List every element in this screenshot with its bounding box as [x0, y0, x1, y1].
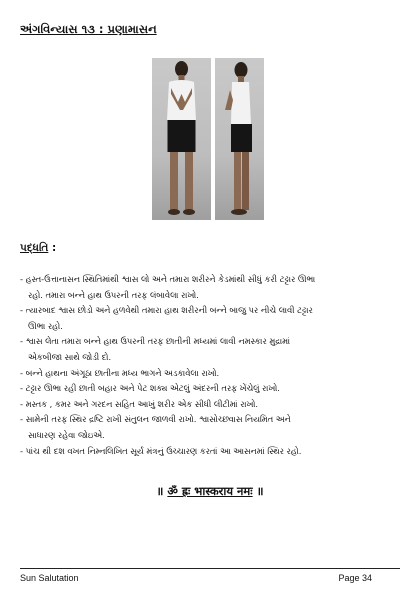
step-line: સાધારણ રહેવા જોઇએ.	[28, 429, 105, 440]
step-line: - પાંચ થી દશ વખત નિમ્નલિખિત સૂર્ય મંત્રનું ઉચ્ચારણ કરતાં આ આસનમાં સ્થિર રહો.	[20, 445, 302, 456]
method-colon: :	[48, 242, 57, 254]
footer-book-title: Sun Salutation	[20, 573, 79, 583]
method-label: પદ્ધતિ	[20, 242, 49, 254]
page-title: અંગવિન્યાસ ૧૩ : પ્રણામાસન	[20, 22, 157, 36]
step-line: - મસ્તક , કમર અને ગરદન સહિત આખું શરીર એક સીધી લીટીમાં રાખો.	[20, 398, 259, 409]
step-line: - બન્ને હાથના અંગૂઠા છાતીના મધ્ય ભાગને અડકાવેલા રાખો.	[20, 367, 220, 378]
step-item	[20, 272, 405, 303]
step-item	[20, 381, 405, 397]
step-item	[20, 444, 405, 460]
pose-photos	[152, 58, 264, 220]
step-item	[20, 303, 405, 334]
step-item	[20, 412, 405, 443]
step-line: - ટટ્ટાર ઊભા રહી છાતી બહાર અને પેટ શક્ય એટલું અંદરની તરફ ખેંચેલું રાખો.	[20, 383, 280, 394]
step-line: - સામેની તરફ સ્થિર દ્રષ્ટિ રાખી સંતુલન જાળવી રાખો. શ્વાસોચ્છ્વાસ નિયમિત અને	[20, 414, 291, 425]
step-line: - હસ્ત-ઉત્તાનાસન સ્થિતિમાંથી શ્વાસ લો અને તમારા શરીરને કેડમાંથી સીધું કરી ટટ્ટાર ઊભા	[20, 274, 316, 284]
mantra-text: ॐ ह्रः भास्कराय नमः	[167, 484, 253, 498]
step-item	[20, 366, 405, 382]
side-view-photo	[215, 58, 264, 220]
steps-list	[20, 272, 405, 459]
mantra-suffix: ॥	[252, 484, 264, 498]
footer-page-number: Page 34	[338, 573, 372, 583]
front-view-photo	[152, 58, 211, 220]
footer-divider	[20, 568, 400, 569]
mantra-prefix: ॥	[156, 484, 168, 498]
step-line: - શ્વાસ લેતા તમારા બન્ને હાથ ઉપરની તરફ છાતીની મધ્યમાં લાવી નમસ્કાર મુદ્રામાં	[20, 336, 291, 347]
step-item	[20, 397, 405, 413]
mantra	[0, 484, 420, 499]
step-line: - ત્યારબાદ શ્વાસ છોડો અને હળવેથી તમારા હાથ શરીરની બન્ને બાજુ પર નીચે લાવી ટટ્ટાર	[20, 305, 313, 316]
step-line: ઊભા રહો.	[28, 320, 63, 331]
step-line: એકબીજા સાથે જોડી દો.	[28, 351, 112, 362]
step-line: રહો. તમારા બન્ને હાથ ઉપરની તરફ લંબાવેલા રાખો.	[28, 289, 199, 300]
method-heading	[20, 242, 56, 255]
step-item	[20, 334, 405, 365]
